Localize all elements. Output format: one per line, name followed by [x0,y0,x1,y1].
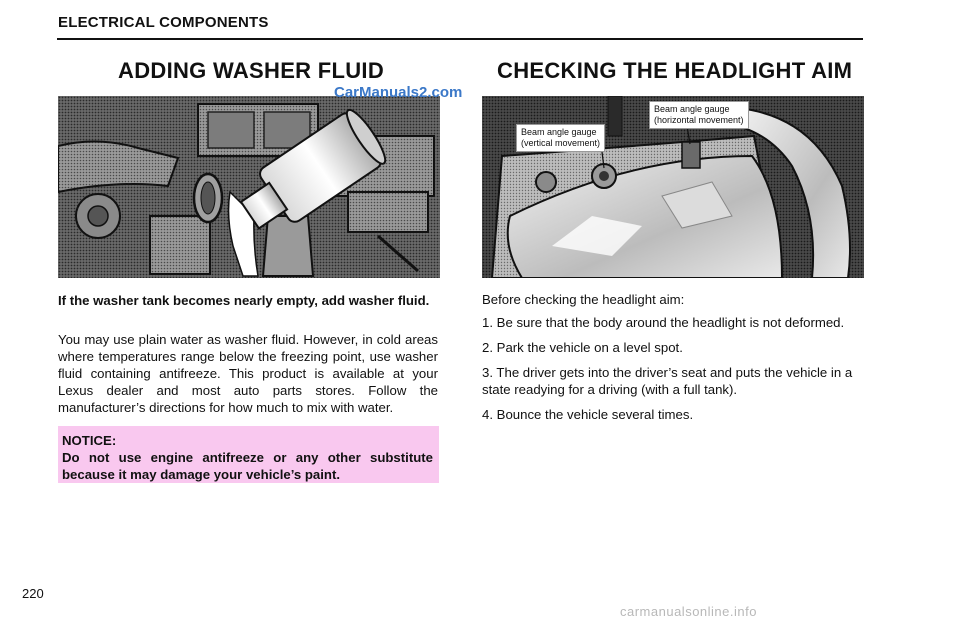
notice-box [58,426,439,483]
headlight-aim-title: CHECKING THE HEADLIGHT AIM [497,58,853,83]
step-4: 4. Bounce the vehicle several times. [482,407,694,422]
headlight-steps [482,306,864,423]
washer-fluid-photo [58,96,440,278]
washer-lead-text: If the washer tank becomes nearly empty, add washer fluid. [58,293,430,308]
callout-vertical-line2: (vertical movement) [521,138,601,148]
notice-text: Do not use engine antifreeze or any other substitute because it may damage your vehicle’s paint. [62,450,433,482]
headlight-intro: Before checking the headlight aim: [482,292,685,307]
step-2: 2. Park the vehicle on a level spot. [482,340,683,355]
washer-fluid-title: ADDING WASHER FLUID [118,58,385,83]
notice-label: NOTICE: [62,433,117,448]
callout-vertical-gauge [516,124,605,152]
callout-horizontal-line2: (horizontal movement) [654,115,744,125]
washer-paragraph: You may use plain water as washer fluid. However, in cold areas where temperatures range below the freezing point, use washer fluid containing antifreeze. This product is available at your Lexus dealer and most auto parts stores. Follow the manufacturer’s directions for how much to mix with water. [58,332,438,415]
footer-watermark: carmanualsonline.info [620,604,757,619]
callout-vertical-line1: Beam angle gauge [521,127,597,137]
header-divider [57,38,863,40]
section-header: ELECTRICAL COMPONENTS [58,14,269,31]
page-number: 220 [22,586,44,601]
watermark-carmanuals2: CarManuals2.com [334,84,463,101]
washer-fluid-illustration [58,96,440,278]
callout-horizontal-gauge [649,101,749,129]
step-1: 1. Be sure that the body around the headlight is not deformed. [482,315,845,330]
callout-horizontal-line1: Beam angle gauge [654,104,730,114]
step-3: 3. The driver gets into the driver’s seat and puts the vehicle in a state readying for a driving (with a full tank). [482,365,853,397]
